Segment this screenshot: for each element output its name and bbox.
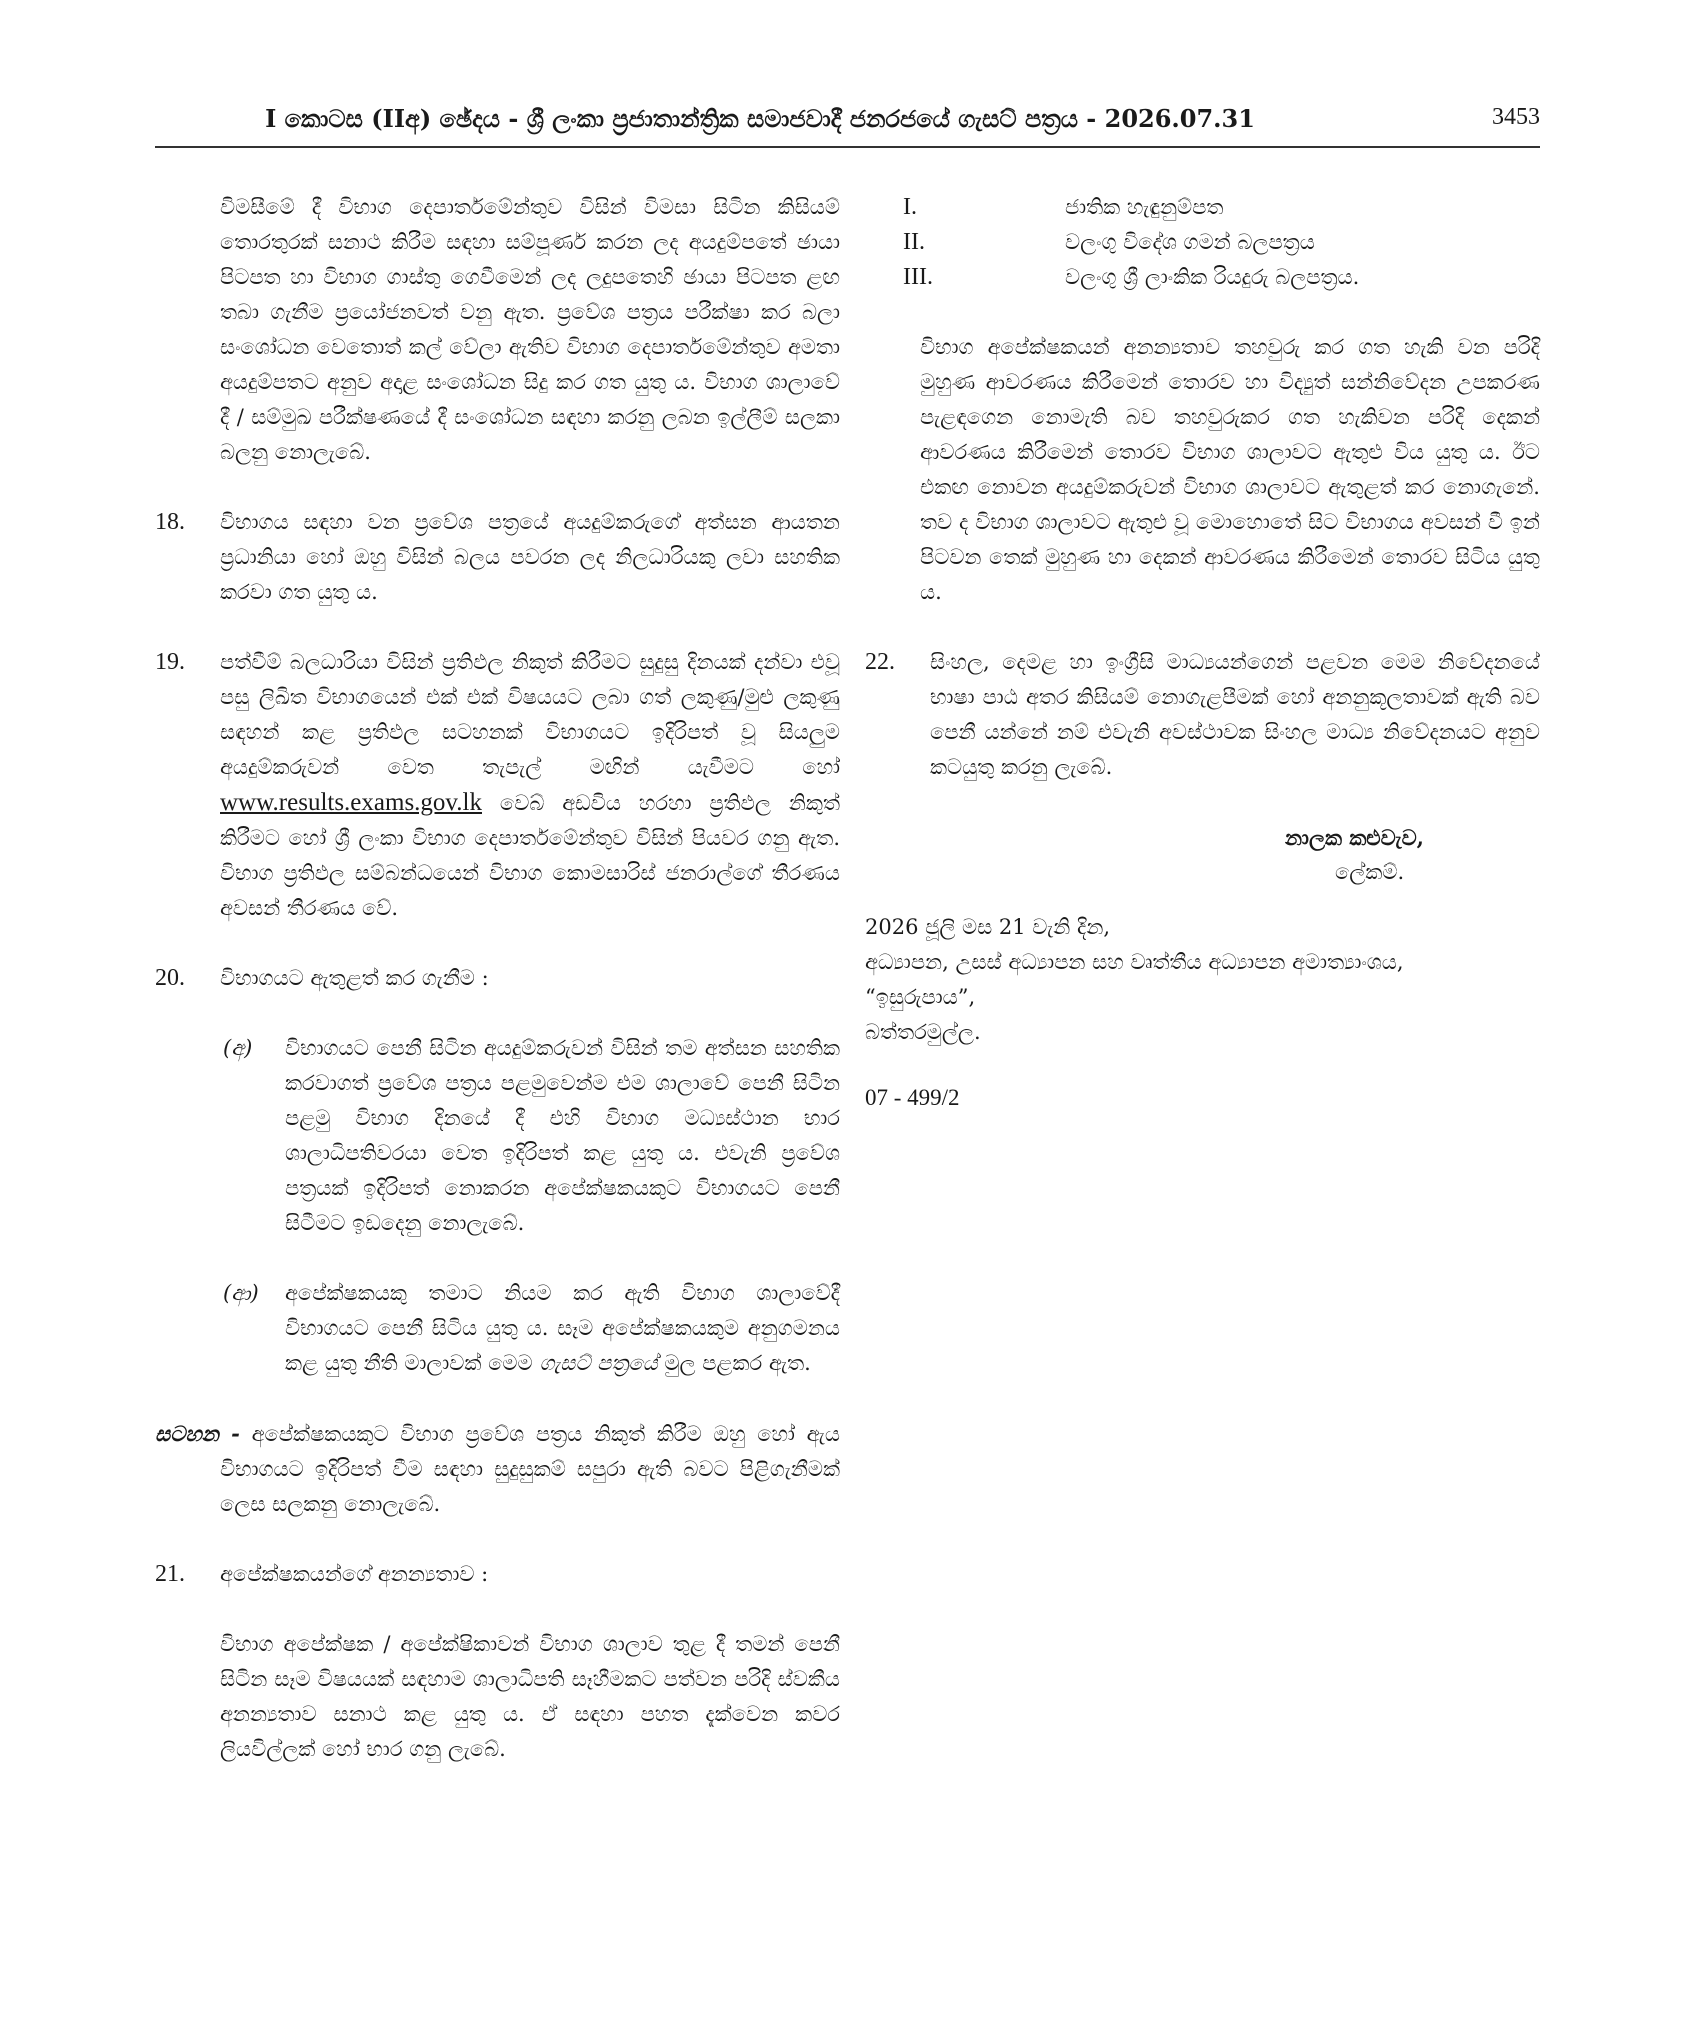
list-item — [865, 225, 1540, 260]
clause-text: විභාගය සඳහා වන ප්‍රවේශ පත්‍රයේ අයදුම්කරුගේ අත්සන ආයතන ප්‍රධානියා හෝ ඔහු විසින් බලය පවරන ලද නිලධාරියකු ලවා සහතික කරවා ගත යුතු ය. — [220, 510, 840, 604]
sub-clause-text-part: මුල පළකර ඇත. — [664, 1351, 811, 1375]
signature-block — [1285, 820, 1540, 890]
clause-22 — [865, 645, 1540, 785]
clause-text: සිංහල, දෙමළ හා ඉංග්‍රීසි මාධ්‍යයන්ගෙන් පළවන මෙම නිවේදනයේ භාෂා පාඨ අතර කිසියම් නොගැළපීමක් හෝ අනනුකූලතාවක් ඇති බව පෙනී යන්නේ නම් එවැනි අවස්ථාවක සිංහල මාධ්‍ය නිවේදනයට අනුව කටයුතු කරනු ලැබේ. — [930, 650, 1540, 779]
sub-clause-a — [155, 1031, 840, 1241]
sub-clause-label: (ආ) — [223, 1281, 259, 1305]
clause-18 — [155, 505, 840, 610]
identity-paragraph: විභාග අපේක්ෂකයන් අනන්‍යතාව තහවුරු කර ගත හැකි වන පරිදි මුහුණ ආවරණය කිරීමෙන් තොරව හා විද්‍යුත් සන්නිවේදන උපකරණ පැළඳගෙන නොමැති බව තහවුරුකර ගත හැකිවන පරිදි දෙකන් ආවරණය කිරීමෙන් තොරව විභාග ශාලාවට ඇතුළු විය යුතු ය. ඊට එකඟ නොවන අයදුම්කරුවන් විභාග ශාලාවට ඇතුළත් කර නොගැනේ. තව ද විභාග ශාලාවට ඇතුළු වූ මොහොතේ සිට විභාගය අවසන් වී ඉන් පිටවන තෙක් මුහුණ හා දෙකන් ආවරණය කිරීමෙන් තොරව සිටිය යුතු ය. — [920, 335, 1540, 604]
sub-clause-text: විභාගයට පෙනී සිටින අයදුම්කරුවන් විසින් තම අත්සන සහතික කරවාගත් ප්‍රවේශ පත්‍රය පළමුවෙන්ම එම ශාලාවේ පෙනී සිටින පළමු විභාග දිනයේ දී එහි විභාග මධ්‍යස්ථාන භාර ශාලාධිපතිවරයා වෙත ඉදිරිපත් කළ යුතු ය. එවැනි ප්‍රවේශ පත්‍රයක් ඉදිරිපත් නොකරන අපේක්ෂකයකුට විභාගයට පෙනී සිටීමට ඉඩදෙනු නොලැබේ. — [285, 1036, 840, 1235]
clause-text: විභාග අපේක්ෂක / අපේක්ෂිකාවන් විභාග ශාලාව තුළ දී තමන් පෙනී සිටින සෑම විෂයයක් සඳහාම ශාලාධිපති සෑහීමකට පත්වන පරිදි ස්වකීය අනන්‍යතාව සනාථ කළ යුතු ය. ඒ සඳහා පහත දැක්වෙන කවර ලියවිල්ලක් හෝ භාර ගනු ලැබේ. — [220, 1632, 840, 1761]
sub-clause-text — [285, 1276, 840, 1381]
clause-text — [220, 645, 840, 926]
clause-text-part: පත්වීම් බලධාරියා විසින් ප්‍රතිඵල නිකුත් කිරීමට සුදුසු දිනයක් දන්වා එවූ පසු ලිඛිත විභාගයෙන් එක් එක් විෂයයට ලබා ගත් ලකුණු/මුළු ලකුණු සඳහන් කළ ප්‍රතිඵල සටහනක් විභාගයට ඉදිරිපත් වූ සියලුම අයදුම්කරුවන් වෙත තැපැල් මඟින් යැවීමට හෝ — [220, 650, 840, 779]
issue-details — [865, 910, 1540, 1050]
list-item-number: II. — [903, 229, 925, 255]
signatory-name: නාලක කළුවැව, — [1285, 825, 1424, 850]
address-line: “ඉසුරුපාය”, — [865, 985, 976, 1009]
gazette-title: I කොටස (IIඅ) ඡේදය - ශ්‍රී ලංකා ප්‍රජාතාන්ත්‍රික සමාජවාදී ජනරජයේ ගැසට් පත්‍රය - 2026.07.31 — [265, 104, 1255, 133]
list-item-text: ජාතික හැඳුනුම්පත — [1065, 195, 1224, 219]
note-text — [155, 1416, 840, 1522]
sub-clause-text-part: අපේක්ෂකයකු තමාට නියම කර ඇති විභාග ශාලාවේදී විභාගයට පෙනී සිටිය යුතු ය. සෑම අපේක්ෂකයකුම අනුගමනය කළ යුතු නීති මාලාවක් මෙම — [285, 1281, 840, 1375]
list-item-number: III. — [903, 264, 933, 290]
clause-heading: විභාගයට ඇතුළත් කර ගැනීම : — [220, 966, 489, 990]
clause-19 — [155, 645, 840, 926]
left-column — [155, 190, 840, 1767]
gazette-reference: ගැසට් පත්‍රයේ — [539, 1351, 658, 1375]
clause-number: 18. — [155, 509, 185, 535]
date-line: 2026 ජූලි මස 21 වැනි දින, — [865, 915, 1111, 939]
sub-clause-label: (අ) — [223, 1036, 253, 1060]
list-item-text: වලංගු ශ්‍රී ලාංකික රියදුරු බලපත්‍රය. — [1065, 265, 1360, 289]
clause-number: 20. — [155, 965, 185, 991]
clause-heading: අපේක්ෂකයන්ගේ අනන්‍යතාව : — [220, 1562, 489, 1586]
page-number: 3453 — [1492, 104, 1540, 130]
page-header — [155, 100, 1540, 148]
clause-number: 19. — [155, 649, 185, 675]
list-item — [865, 190, 1540, 225]
intro-paragraph: විමසීමේ දී විභාග දෙපාර්තමේන්තුව විසින් විමසා සිටින කිසියම් තොරතුරක් සනාථ කිරීම සඳහා සම්පූර්ණ කරන ලද අයදුම්පතේ ඡායා පිටපත හා විභාග ගාස්තු ගෙවීමෙන් ලද ලදුපතෙහි ඡායා පිටපත ළඟ තබා ගැනීම ප්‍රයෝජනවත් වනු ඇත. ප්‍රවේශ පත්‍රය පරීක්ෂා කර බලා සංශෝධන වෙතොත් කල් වේලා ඇතිව විභාග දෙපාර්තමේන්තුව අමතා අයදුම්පතට අනුව අදාළ සංශෝධන සිදු කර ගත යුතු ය. විභාග ශාලාවේ දී / සම්මුඛ පරීක්ෂණයේ දී සංශෝධන සඳහා කරනු ලබන ඉල්ලීම් සලකා බලනු නොලැබේ. — [220, 195, 840, 464]
clause-text-part: වෙබ් අඩවිය හරහා ප්‍රතිඵල නිකුත් කිරීමට හෝ ශ්‍රී ලංකා විභාග දෙපාර්තමේන්තුව විසින් පියවර ගනු ඇත. විභාග ප්‍රතිඵල සම්බන්ධයෙන් විභාග කොමසාරිස් ජනරාල්ගේ තීරණය අවසන් තීරණය වේ. — [220, 791, 840, 920]
clause-number: 21. — [155, 1561, 185, 1587]
identity-document-list — [865, 190, 1540, 295]
clause-21 — [155, 1557, 840, 1767]
clause-20 — [155, 961, 840, 1381]
note — [155, 1416, 840, 1522]
right-column — [865, 190, 1540, 1111]
sub-clause-b — [155, 1276, 840, 1381]
signatory-title: ලේකම්. — [1335, 860, 1405, 884]
results-website-link[interactable]: www.results.exams.gov.lk — [220, 789, 482, 816]
list-item — [865, 260, 1540, 295]
note-label: සටහන - — [155, 1421, 240, 1446]
address-line: අධ්‍යාපන, උසස් අධ්‍යාපන සහ වෘත්තීය අධ්‍යාපන අමාත්‍යාංශය, — [865, 950, 1404, 974]
reference-number: 07 - 499/2 — [865, 1085, 960, 1110]
address-line: බත්තරමුල්ල. — [865, 1020, 981, 1044]
list-item-number: I. — [903, 194, 917, 220]
note-body: අපේක්ෂකයකුට විභාග ප්‍රවේශ පත්‍රය නිකුත් කිරීම ඔහු හෝ ඇය විභාගයට ඉදිරිපත් වීම සඳහා සුදුසුකම් සපුරා ඇති බවට පිළිගැනීමක් ලෙස සලකනු නොලැබේ. — [220, 1422, 840, 1516]
clause-number: 22. — [865, 649, 895, 675]
list-item-text: වලංගු විදේශ ගමන් බලපත්‍රය — [1065, 230, 1315, 254]
